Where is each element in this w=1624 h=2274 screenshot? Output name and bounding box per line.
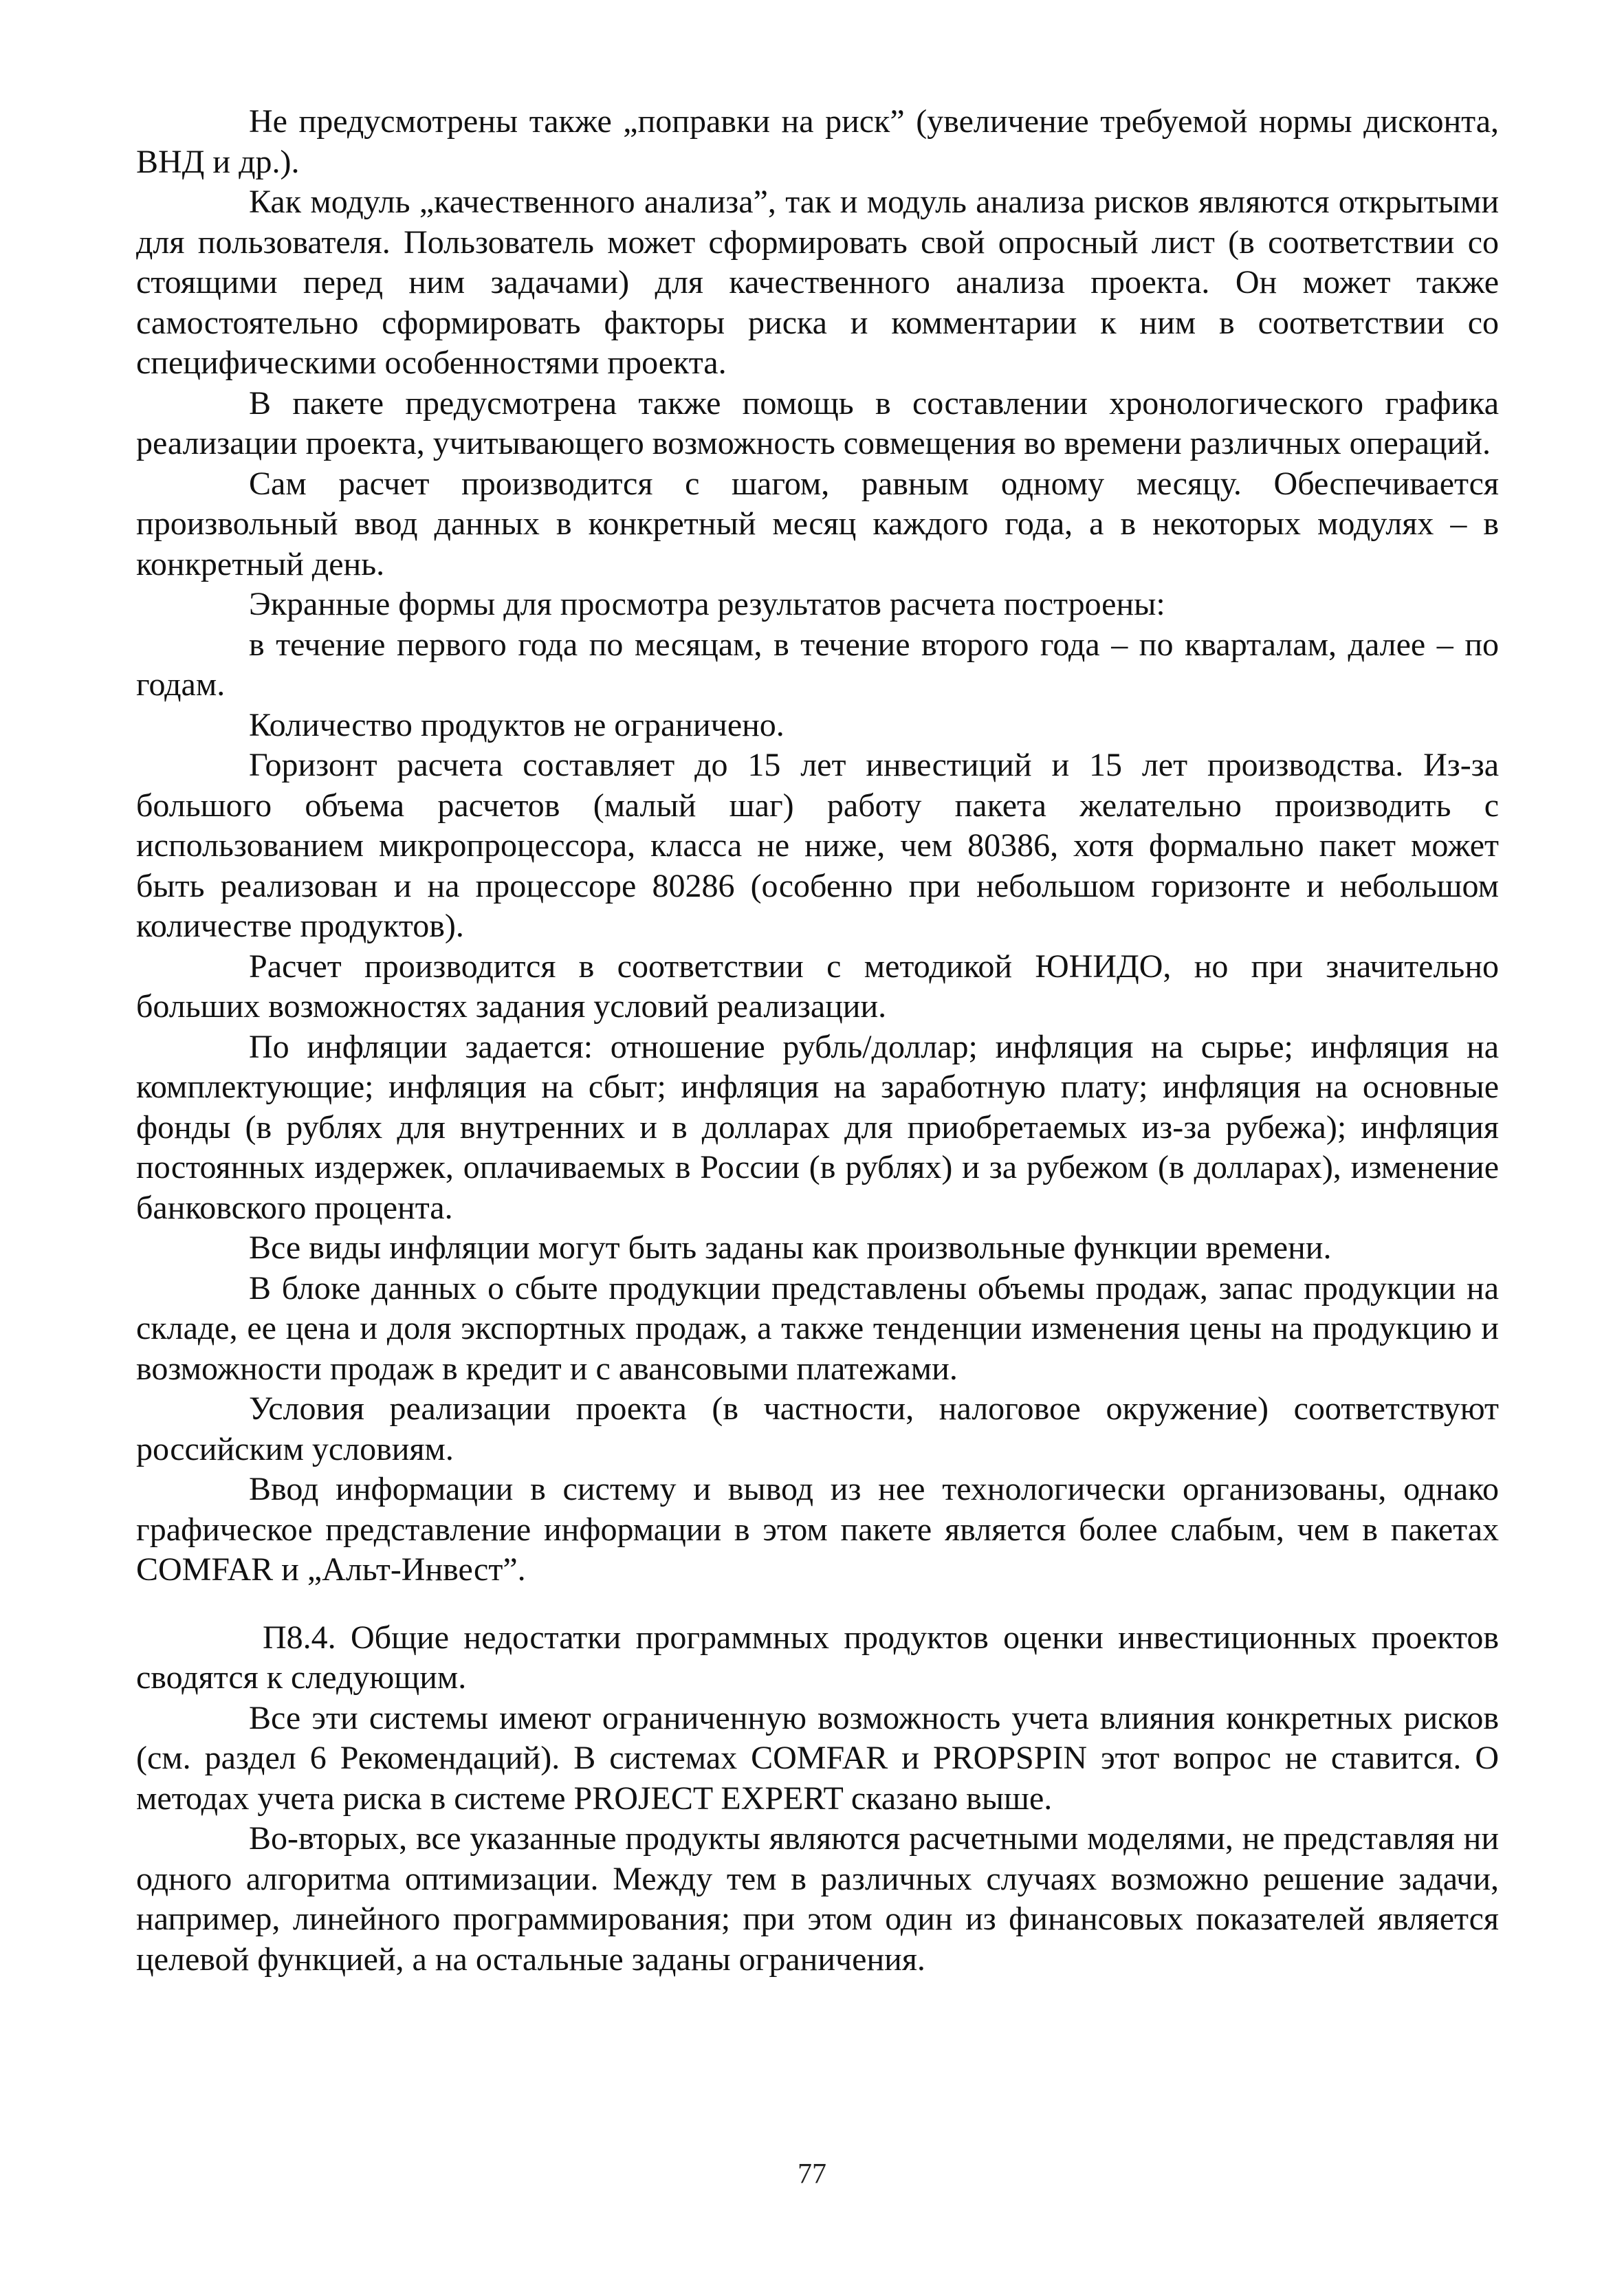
paragraph-sales-block: В блоке данных о сбыте продукции представлены объемы продаж, запас продукции на складе, ее цена и доля экспортных продаж, а также тенденции изменения цены на продукцию и возможности продаж в кредит и с авансовыми платежами. [136, 1269, 1499, 1387]
section-heading: П8.4. Общие недостатки программных продуктов оценки инвестиционных проектов сводятся к следующим. [136, 1619, 1499, 1696]
paragraph-inflation-functions: Все виды инфляции могут быть заданы как произвольные функции времени. [249, 1229, 1332, 1266]
paragraph-no-optimization: Во-вторых, все указанные продукты являются расчетными моделями, не представляя ни одного алгоритма оптимизации. Между тем в различных случаях возможно решение задачи, например, линейного программирования; при этом один из финансовых показателей является целевой функцией, а на остальные заданы ограничения. [136, 1820, 1499, 1978]
paragraph-products-count: Количество продуктов не ограничено. [249, 706, 784, 743]
paragraph-screen-forms: Экранные формы для просмотра результатов расчета построены: [249, 586, 1165, 622]
paragraph-input-output: Ввод информации в систему и вывод из нее технологически организованы, однако графическое представление информации в этом пакете является более слабым, чем в пакетах COMFAR и „Альт-Инвест”. [136, 1471, 1499, 1588]
paragraph-risk-limitations: Все эти системы имеют ограниченную возможность учета влияния конкретных рисков (см. раздел 6 Рекомендаций). В системах COMFAR и PROPSPIN этот вопрос не ставится. О методах учета риска в системе PROJECT EXPERT сказано выше. [136, 1699, 1499, 1817]
paragraph-unido-method: Расчет производится в соответствии с методикой ЮНИДО, но при значительно больших возможностях задания условий реализации. [136, 948, 1499, 1025]
paragraph-periods: в течение первого года по месяцам, в течение второго года – по кварталам, далее – по годам. [136, 626, 1499, 703]
paragraph-calculation-step: Сам расчет производится с шагом, равным одному месяцу. Обеспечивается произвольный ввод данных в конкретный месяц каждого года, а в некоторых модулях – в конкретный день. [136, 465, 1499, 582]
page-number: 77 [798, 2158, 826, 2190]
paragraph-risk-adjustments: Не предусмотрены также „поправки на риск” (увеличение требуемой нормы дисконта, ВНД и др.). [136, 103, 1499, 180]
paragraph-open-modules: Как модуль „качественного анализа”, так и модуль анализа рисков являются открытыми для пользователя. Пользователь может сформировать свой опросный лист (в соответствии со стоящими перед ним задачами) для качественного анализа проекта. Он может также самостоятельно сформировать факторы риска и комментарии к ним в соответствии со специфическими особенностями проекта. [136, 184, 1499, 381]
paragraph-inflation: По инфляции задается: отношение рубль/доллар; инфляция на сырье; инфляция на комплектующие; инфляция на сбыт; инфляция на заработную плату; инфляция на основные фонды (в рублях для внутренних и в долларах для приобретаемых из-за рубежа); инфляция постоянных издержек, оплачиваемых в России (в рублях) и за рубежом (в долларах), изменение банковского процента. [136, 1028, 1499, 1226]
paragraph-horizon: Горизонт расчета составляет до 15 лет инвестиций и 15 лет производства. Из-за большого объема расчетов (малый шаг) работу пакета желательно производить с использованием микропроцессора, класса не ниже, чем 80386, хотя формально пакет может быть реализован и на процессоре 80286 (особенно при небольшом горизонте и небольшом количестве продуктов). [136, 747, 1499, 944]
page-body [136, 102, 1499, 1980]
paragraph-schedule-help: В пакете предусмотрена также помощь в составлении хронологического графика реализации проекта, учитывающего возможность совмещения во времени различных операций. [136, 384, 1499, 461]
paragraph-realization-conditions: Условия реализации проекта (в частности, налоговое окружение) соответствуют российским условиям. [136, 1390, 1499, 1467]
